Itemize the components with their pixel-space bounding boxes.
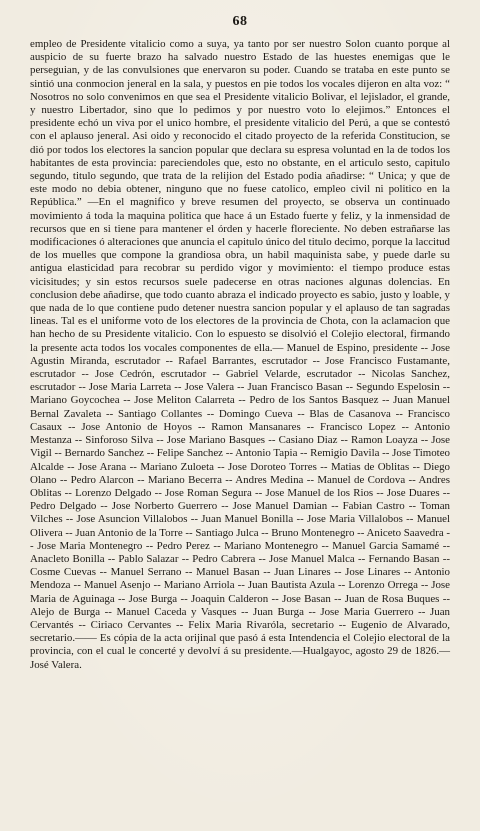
body-paragraph: empleo de Presidente vitalicio como a suya, ya tanto por ser nuestro Solon cuanto porque al auspicio de su fuerte brazo ha salvado nuestro Estado de las huestes enemigas que le perseguian, y de las convulsiones que enervaron su poder. Cuando se trataba en este punto se sintió una conmocion jeneral en la sala, y puestos en pie todos los vocales dijeron en alta voz: “ Nosotros no solo convenimos en que sea el Presidente vitalicio Bolivar, el lejislador, el grande, y nuestro Libertador, sino que lo pedimos y por nuestro voto lo elejimos.” Entonces el presidente echó un viva por el unico hombre, el presidente vitalicio del Perú, a que se contestó con el aplauso jeneral. Asi oido y reconocido el citado proyecto de la referida Constitucion, se dió por todos los electores la sancion popular que declara su espresa voluntad en la de todos los habitantes de esta provincia: pareciendoles que, esto no obstante, en el articulo sesto, capitulo segundo, titulo segundo, que trata de la relijion del Estado podia añadirse: “ Unica; y que de este modo no debia obtener, ninguno que no fuese catolico, empleo civil ni politico en la República.” —En el magnifico y breve resumen del proyecto, se observa un continuado movimiento á toda la maquina politica que hace á un Estado fuerte y feliz, y la inmensidad de recursos que en si tiene para mantener el órden y hacerle floreciente. No deben estrañarse las modificaciones ó alteraciones que anuncia el capitulo único del titulo decimo, porque la laccitud de los muelles que compone la grandiosa obra, un habil maquinista sabe, y puede darle su antigua elasticidad para recobrar su perdido vigor y movimiento: el tiempo produce estas vicisitudes; y sin estos recursos suele padecerse en otras naciones algunas dolencias. En conclusion debe añadirse, que todo cuanto abraza el indicado proyecto es sabio, justo y loable, y que nada de lo que contiene pudo detener nuestra sancion popular y el aplauso de tan sagradas lineas. Tal es el uniforme voto de los electores de la provincia de Chota, con la aclamacion que han hecho de su Presidente vitalicio. Con lo espuesto se disolvió el Colejio electoral, firmando la presente acta todos los vocales componentes de ella.— Manuel de Espino, presidente -- Jose Agustin Miranda, escrutador -- Rafael Barrantes, escrutador -- Jose Francisco Fustamante, escrutador -- Jose Cedrón, escrutador -- Gabriel Velarde, escrutador -- Nicolas Sanchez, escrutador -- Jose Maria Larreta -- Jose Valera -- Juan Francisco Basan -- Segundo Espelosin -- Mariano Goycochea -- Jose Meliton Calarreta -- Pedro de los Santos Basquez -- Juan Manuel Bernal Zavaleta -- Santiago Collantes -- Domingo Cueva -- Blas de Casanova -- Francisco Casaux -- Jose Antonio de Hoyos -- Ramon Mansanares -- Francisco Lopez -- Antonio Mestanza -- Sinforoso Silva -- Jose Mariano Basques -- Casiano Diaz -- Ramon Loayza -- Jose Vigil -- Bernardo Sanchez -- Felipe Sanchez -- Antonio Tapia -- Remigio Davila -- Jose Timoteo Alcalde -- Jose Arana -- Mariano Zuloeta -- Jose Doroteo Torres -- Matias de Oblitas -- Diego Olano -- Pedro Alarcon -- Mariano Becerra -- Andres Medina -- Manuel de Cordova -- Andres Oblitas -- Lorenzo Delgado -- Jose Roman Segura -- Jose Manuel de los Rios -- Jose Duares -- Pedro Delgado -- Jose Norberto Guerrero -- Jose Manuel Damian -- Fabian Castro -- Toman Vilches -- Jose Asuncion Villalobos -- Juan Manuel Bonilla -- Jose Maria Villalobos -- Manuel Olivera -- Juan Antonio de la Torre -- Santiago Julca -- Bruno Montenegro -- Aniceto Saavedra -- Jose Maria Montenegro -- Pedro Perez -- Mariano Montenegro -- Manuel Garcia Samamé -- Anacleto Bonilla -- Pablo Salazar -- Pedro Cabrera -- Jose Manuel Malca -- Fernando Basan -- Cosme Cuevas -- Manuel Serrano -- Manuel Basan -- Juan Linares -- Jose Linares -- Antonio Mendoza -- Manuel Asenjo -- Mariano Arriola -- Juan Bautista Azula -- Lorenzo Orrega -- Jose Maria de Aguinaga -- Jose Burga -- Joaquin Calderon -- Jose Basan -- Juan de Rosa Buques -- Alejo de Burga -- Manuel Caceda y Vasques -- Juan Burga -- Jose Maria Guerrero -- Juan Cervantés -- Ciriaco Cervantes -- Felix Maria Rivaróla, secretario -- Eugenio de Alvarado, secretario.—— Es cópia de la acta orijinal que pasó á esta Intendencia el Colejio electoral de la provincia, con el cual le concerté y devolví á su presidente.—Hualgayoc, agosto 29 de 1826.—José Valera. <box>30 38 451 671</box>
page-number: 68 <box>232 14 248 29</box>
document-body <box>30 38 450 672</box>
